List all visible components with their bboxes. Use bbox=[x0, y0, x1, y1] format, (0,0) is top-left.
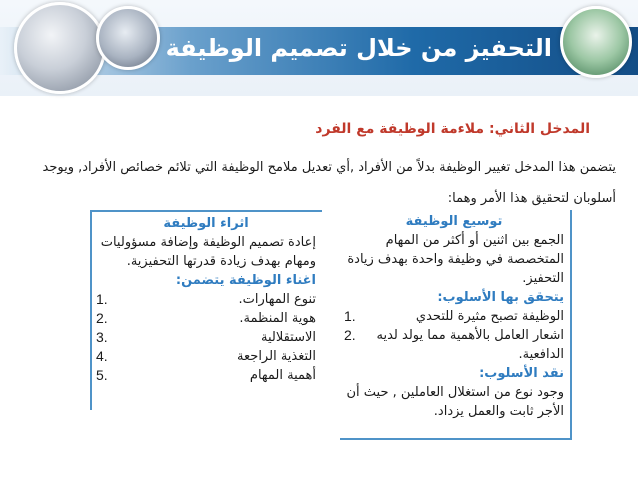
business-photo-left bbox=[14, 2, 106, 94]
business-photo-middle bbox=[96, 6, 160, 70]
job-enlargement-list bbox=[344, 307, 564, 364]
job-enrichment-includes-heading: اغناء الوظيفة يتضمن: bbox=[175, 273, 316, 288]
business-photo-right bbox=[560, 6, 632, 78]
list-item: اشعار العامل بالأهمية مما يولد لديه الدافعية. 2. bbox=[344, 327, 564, 362]
job-enrichment-title: اثراء الوظيفة bbox=[163, 216, 249, 231]
slide-title: التحفيز من خلال تصميم الوظيفة bbox=[165, 34, 552, 62]
job-enrichment-definition: إعادة تصميم الوظيفة وإضافة مسؤوليات ومهام بهدف زيادة قدرتها التحفيزية. bbox=[100, 235, 316, 269]
job-enrichment-list bbox=[96, 290, 316, 385]
list-item: الاستقلالية 3. bbox=[96, 329, 316, 345]
list-item: الوظيفة تصبح مثيرة للتحدي 1. bbox=[344, 308, 564, 324]
job-enlargement-title: توسيع الوظيفة bbox=[405, 214, 503, 229]
list-item: تنوع المهارات. 1. bbox=[96, 291, 316, 307]
intro-paragraph: يتضمن هذا المدخل تغيير الوظيفة بدلاً من الأفراد ,أي تعديل ملامح الوظيفة التي تلائم خصائص الأفراد, ويوجد أسلوبان لتحقيق هذا الأمر وهما: bbox=[42, 160, 616, 206]
list-item: هوية المنظمة. 2. bbox=[96, 310, 316, 326]
section-heading: المدخل الثاني: ملاءمة الوظيفة مع الفرد bbox=[315, 121, 590, 137]
list-item: أهمية المهام 5. bbox=[96, 367, 316, 383]
job-enlargement-critique-text: وجود نوع من استغلال العاملين , حيث أن الأجر ثابت والعمل يزداد. bbox=[346, 385, 564, 419]
job-enlargement-achieved-heading: يتحقق بها الأسلوب: bbox=[437, 290, 564, 305]
job-enlargement-critique-heading: نقد الأسلوب: bbox=[479, 366, 564, 381]
job-enlargement-card bbox=[340, 210, 572, 440]
list-item: التغذية الراجعة 4. bbox=[96, 348, 316, 364]
job-enlargement-definition: الجمع بين اثنين أو أكثر من المهام المتخصصة في وظيفة واحدة بهدف زيادة التحفيز. bbox=[347, 233, 564, 286]
job-enrichment-card bbox=[90, 210, 322, 410]
